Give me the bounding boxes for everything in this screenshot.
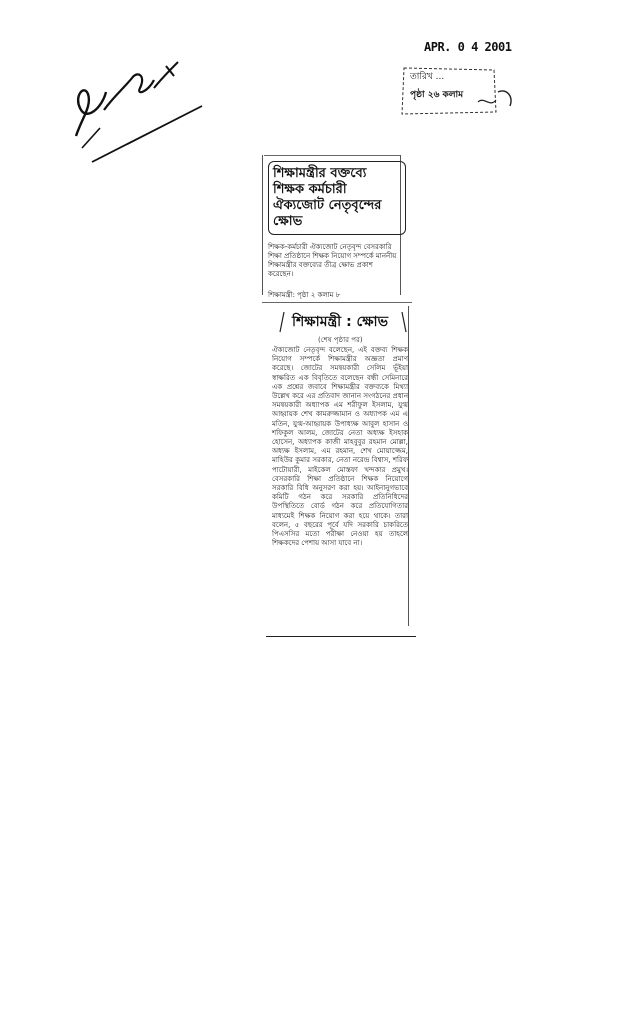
date-stamp: APR. 0 4 2001 [424, 40, 512, 54]
clipping1-headline: শিক্ষামন্ত্রীর বক্তব্যে শিক্ষক কর্মচারী ঐক্যজোট নেতৃবৃন্দের ক্ষোভ [268, 161, 406, 235]
news-clipping-headline [262, 155, 402, 300]
handwritten-signature [62, 48, 212, 168]
clipping2-body: ঐক্যজোট নেতৃবৃন্দ বলেছেন, এই বক্তব্য শিক্ষক নিয়োগ সম্পর্কে শিক্ষামন্ত্রীর অজ্ঞতা প্রমাণ করেছে। জোটের সমন্বয়কারী সেলিম ভূঁইয়া স্বাক্ষরিত এক বিবৃতিতে বলেছেন বন্ধী সেমিনারে এক প্রশ্নের জবাবে শিক্ষামন্ত্রীর বক্তব্যকে মিথ্যা উল্লেখ করে এর প্রতিবাদ জানান সংগঠনের প্রধান সমন্বয়কারী অধ্যাপক এম শরীফুল ইসলাম, যুগ্ম আহ্বায়ক শেখ কামরুজ্জামান ও অধ্যাপক এম এ মতিন, যুগ্ম-আহ্বায়ক উপাধ্যক্ষ আবুল হাসান ও শফিকুল আলম, জোটের নেতা অধ্যক্ষ ইসহাক হোসেন, অধ্যাপক কাজী মাহবুবুর রহমান মোল্লা, অধ্যক্ষ ইসলাম, এম রহমান, শেখ মোয়াজ্জেম, মাহিউর কুমার সরকার, নেতা নরেন্দ্র বিশ্বাস, শরিফ পাটোয়ারী, মাইকেল মোস্তফা খন্দকার প্রমুখ। বেসরকারি শিক্ষা প্রতিষ্ঠানে শিক্ষক নিয়োগে সরকারি বিধি অনুসরণ করা হয়। আইনানুগভাবে কমিটি গঠন করে সরকারি প্রতিনিধিদের উপস্থিতিতে বোর্ড গঠন করে প্রতিযোগিতার মাধ্যমেই শিক্ষক নিয়োগ করা হয়ে থাকে। তারা বলেন, ৫ বছরের পূর্বে যদি সরকারি চাকরিতে পিএসসির মতো পরীক্ষা নেওয়া হয় তাহলে শিক্ষকদের পেশায় আসা যাবে না। [272, 346, 408, 548]
archive-stamp-line-2: পৃষ্ঠা ২৬ কলাম [410, 90, 464, 100]
archive-stamp-line-1: তারিখ ... [410, 72, 445, 82]
clipping2-headline: শিক্ষামন্ত্রী : ক্ষোভ [292, 314, 389, 330]
clipping1-continuation-ref: শিক্ষামন্ত্রী: পৃষ্ঠা ২ কলাম ৮ [268, 291, 341, 299]
archive-stamp [398, 62, 516, 120]
clipping1-body: শিক্ষক-কর্মচারী ঐক্যজোট নেতৃবৃন্দ বেসরকারি শিক্ষা প্রতিষ্ঠানে শিক্ষক নিয়োগ সম্পর্কে মাননীয় শিক্ষামন্ত্রীর বক্তব্যের তীব্র ক্ষোভ প্রকাশ করেছেন। [268, 243, 397, 278]
news-clipping-continuation [262, 302, 412, 642]
clipping2-subhead: (শেষ পৃষ্ঠার পর) [318, 336, 363, 344]
